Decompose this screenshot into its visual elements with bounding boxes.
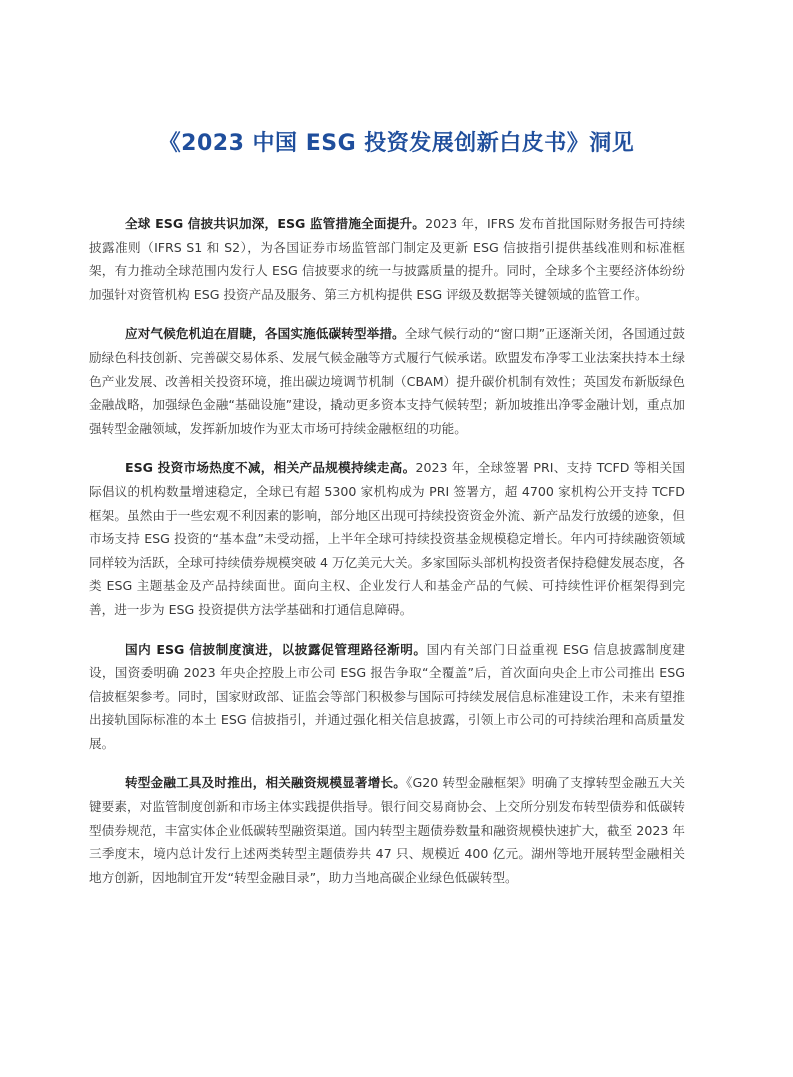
paragraph-text: 国内有关部门日益重视 ESG 信息披露制度建设，国资委明确 2023 年央企控股上市公司 ESG 报告争取“全覆盖”后，首次面向央企上市公司推出 ESG 信披框架参考。同时，国家财政部、证监会等部门积极参与国际可持续发展信息标准建设工作，未来有望推出接轨国际标准的本土 ESG 信披指引，并通过强化相关信息披露，引领上市公司的可持续治理和高质量发展。 bbox=[89, 641, 686, 751]
paragraph-transition-finance bbox=[89, 771, 685, 889]
paragraph-lead: ESG 投资市场热度不减，相关产品规模持续走高。 bbox=[125, 460, 416, 476]
paragraph-domestic-disclosure bbox=[89, 638, 685, 756]
paragraph-lead: 转型金融工具及时推出，相关融资规模显著增长。 bbox=[125, 775, 407, 791]
paragraph-lead: 应对气候危机迫在眉睫，各国实施低碳转型举措。 bbox=[125, 326, 405, 342]
page-title: 《2023 中国 ESG 投资发展创新白皮书》洞见 bbox=[158, 131, 635, 156]
paragraph-lead: 国内 ESG 信披制度演进，以披露促管理路径渐明。 bbox=[125, 641, 427, 657]
paragraph-esg-disclosure bbox=[89, 212, 685, 306]
paragraph-text: 2023 年，IFRS 发布首批国际财务报告可持续披露准则（IFRS S1 和 S2），为各国证券市场监管部门制定及更新 ESG 信披指引提供基线准则和标准框架，有力推动全球范围内发行人 ESG 信披要求的统一与披露质量的提升。同时，全球多个主要经济体纷纷加强针对资管机构 ESG 投资产品及服务、第三方机构提供 ESG 评级及数据等关键领域的监管工作。 bbox=[89, 216, 685, 302]
paragraph-text: 全球气候行动的“窗口期”正逐渐关闭，各国通过鼓励绿色科技创新、完善碳交易体系、发展气候金融等方式履行气候承诺。欧盟发布净零工业法案扶持本土绿色产业发展、改善相关投资环境，推出碳边境调节机制（CBAM）提升碳价机制有效性；英国发布新版绿色金融战略，加强绿色金融“基础设施”建设，撬动更多资本支持气候转型；新加坡推出净零金融计划，重点加强转型金融领域，发挥新加坡作为亚太市场可持续金融枢纽的功能。 bbox=[89, 326, 685, 436]
paragraph-climate-crisis bbox=[89, 322, 685, 440]
paragraph-esg-investment-market bbox=[89, 456, 685, 621]
paragraph-text: 2023 年，全球签署 PRI、支持 TCFD 等相关国际倡议的机构数量增速稳定，全球已有超 5300 家机构成为 PRI 签署方，超 4700 家机构公开支持 TCFD 框架。虽然由于一些宏观不利因素的影响，部分地区出现可持续投资资金外流、新产品发行放缓的迹象，但市场支持 ESG 投资的“基本盘”未受动摇，上半年全球可持续投资基金规模稳定增长。年内可持续融资领域同样较为活跃，全球可持续债券规模突破 4 万亿美元大关。多家国际头部机构投资者保持稳健发展态度，各类 ESG 主题基金及产品持续面世。面向主权、企业发行人和基金产品的气候、可持续性评价框架得到完善，进一步为 ESG 投资提供方法学基础和打通信息障碍。 bbox=[89, 460, 685, 617]
paragraph-text: 《G20 转型金融框架》明确了支撑转型金融五大关键要素，对监管制度创新和市场主体实践提供指导。银行间交易商协会、上交所分别发布转型债券和低碳转型债券规范，丰富实体企业低碳转型融资渠道。国内转型主题债券数量和融资规模快速扩大，截至 2023 年三季度末，境内总计发行上述两类转型主题债券共 47 只、规模近 400 亿元。湖州等地开展转型金融相关地方创新，因地制宜开发“转型金融目录”，助力当地高碳企业绿色低碳转型。 bbox=[89, 775, 685, 885]
document-body bbox=[89, 212, 685, 905]
paragraph-lead: 全球 ESG 信披共识加深，ESG 监管措施全面提升。 bbox=[125, 216, 426, 231]
